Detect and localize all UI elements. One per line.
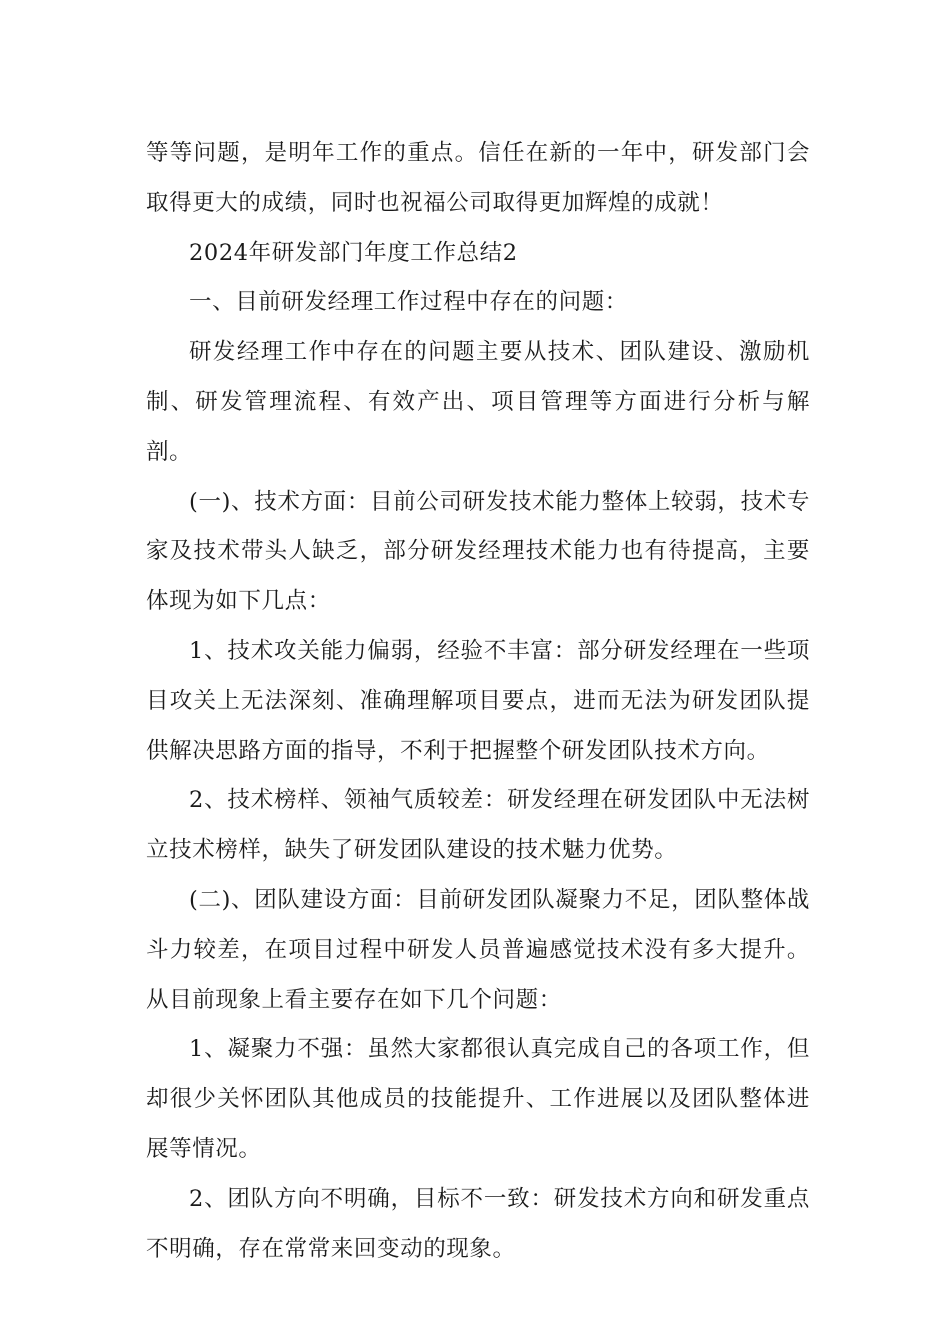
list-item: 2、技术榜样、领袖气质较差：研发经理在研发团队中无法树立技术榜样，缺失了研发团队建设的技术魅力优势。	[146, 787, 810, 864]
paragraph: 研发经理工作中存在的问题主要从技术、团队建设、激励机制、研发管理流程、有效产出、项目管理等方面进行分析与解剖。	[146, 339, 810, 465]
paragraph-continuation: 等等问题，是明年工作的重点。信任在新的一年中，研发部门会取得更大的成绩，同时也祝福公司取得更加辉煌的成就！	[146, 140, 810, 216]
section-title: 2024年研发部门年度工作总结2	[189, 239, 518, 266]
subsection-team: (二)、团队建设方面：目前研发团队凝聚力不足，团队整体战斗力较差，在项目过程中研发人员普遍感觉技术没有多大提升。从目前现象上看主要存在如下几个问题：	[146, 886, 810, 1013]
section-heading: 一、目前研发经理工作过程中存在的问题：	[189, 289, 628, 316]
list-item: 1、技术攻关能力偏弱，经验不丰富：部分研发经理在一些项目攻关上无法深刻、准确理解项目要点，进而无法为研发团队提供解决思路方面的指导，不利于把握整个研发团队技术方向。	[146, 637, 810, 764]
document-body	[146, 129, 810, 1274]
subsection-technical: (一)、技术方面：目前公司研发技术能力整体上较弱，技术专家及技术带头人缺乏，部分研发经理技术能力也有待提高，主要体现为如下几点：	[146, 488, 810, 615]
list-item: 1、凝聚力不强：虽然大家都很认真完成自己的各项工作，但却很少关怀团队其他成员的技能提升、工作进展以及团队整体进展等情况。	[146, 1036, 810, 1162]
list-item: 2、团队方向不明确，目标不一致：研发技术方向和研发重点不明确，存在常常来回变动的现象。	[146, 1185, 810, 1262]
